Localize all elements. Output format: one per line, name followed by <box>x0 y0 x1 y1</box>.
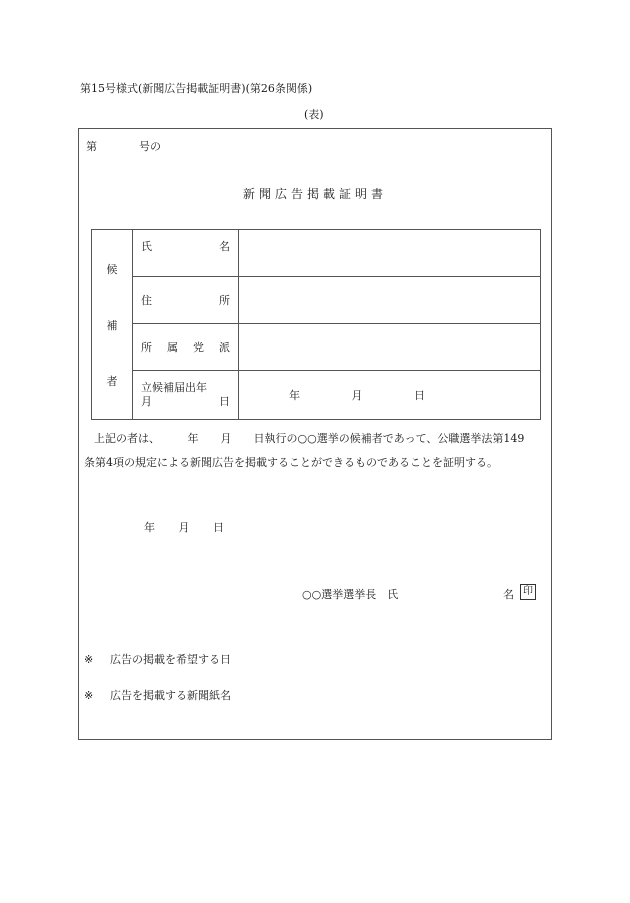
number-prefix: 第 <box>86 140 97 153</box>
label-address <box>133 277 239 324</box>
label-name <box>133 230 239 277</box>
note-desired-date <box>84 651 231 667</box>
document-title: 新聞広告掲載証明書 <box>242 187 387 201</box>
certification-date: 年 月 日 <box>144 521 224 534</box>
note-newspaper-name <box>84 687 231 703</box>
table-row-address <box>92 277 541 324</box>
label-char: 住 <box>141 294 152 307</box>
date-month: 月 <box>351 389 363 402</box>
statement-line1: 上記の者は、 年 月 日執行の○○選挙の候補者であって、公職選挙法第149 <box>94 432 525 445</box>
label-char: 党 <box>193 341 204 354</box>
number-suffix: 号の <box>139 140 161 153</box>
note-mark: ※ <box>84 689 94 702</box>
value-filing-date <box>239 371 541 420</box>
vertical-char: 候 <box>106 262 118 276</box>
note-text: 広告を掲載する新聞紙名 <box>110 689 231 702</box>
label-char: 属 <box>167 341 178 354</box>
vertical-char: 者 <box>106 374 118 388</box>
vertical-char: 補 <box>106 318 118 332</box>
note-mark: ※ <box>84 653 94 666</box>
label-char: 所 <box>219 294 230 307</box>
label-line1: 立候補届出年 <box>141 381 207 394</box>
label-filing-date <box>133 371 239 420</box>
seal-mark: 印 <box>520 584 536 600</box>
label-party <box>133 324 239 371</box>
date-year: 年 <box>289 389 300 402</box>
label-char: 派 <box>219 341 230 354</box>
label-char: 名 <box>219 240 230 253</box>
candidate-table <box>91 229 541 420</box>
date-day: 日 <box>414 389 425 402</box>
candidate-vertical-label <box>92 230 133 420</box>
official-name-suffix: 名 <box>503 588 514 601</box>
official-title: ○○選挙選挙長 氏 <box>302 588 399 601</box>
value-name <box>239 230 541 277</box>
note-text: 広告の掲載を希望する日 <box>110 653 231 666</box>
label-char: 所 <box>141 341 152 354</box>
label-char: 日 <box>219 395 230 408</box>
label-char: 月 <box>141 395 152 408</box>
table-row-name <box>92 230 541 277</box>
label-char: 氏 <box>141 240 152 253</box>
value-address <box>239 277 541 324</box>
value-party <box>239 324 541 371</box>
statement-line2: 条第4項の規定による新聞広告を掲載することができるものであることを証明する。 <box>84 456 498 469</box>
form-title: 第15号様式(新聞広告掲載証明書)(第26条関係) <box>80 82 313 95</box>
table-row-filing-date <box>92 371 541 420</box>
table-row-party <box>92 324 541 371</box>
certificate-number <box>86 138 161 154</box>
side-label: (表) <box>304 108 324 121</box>
